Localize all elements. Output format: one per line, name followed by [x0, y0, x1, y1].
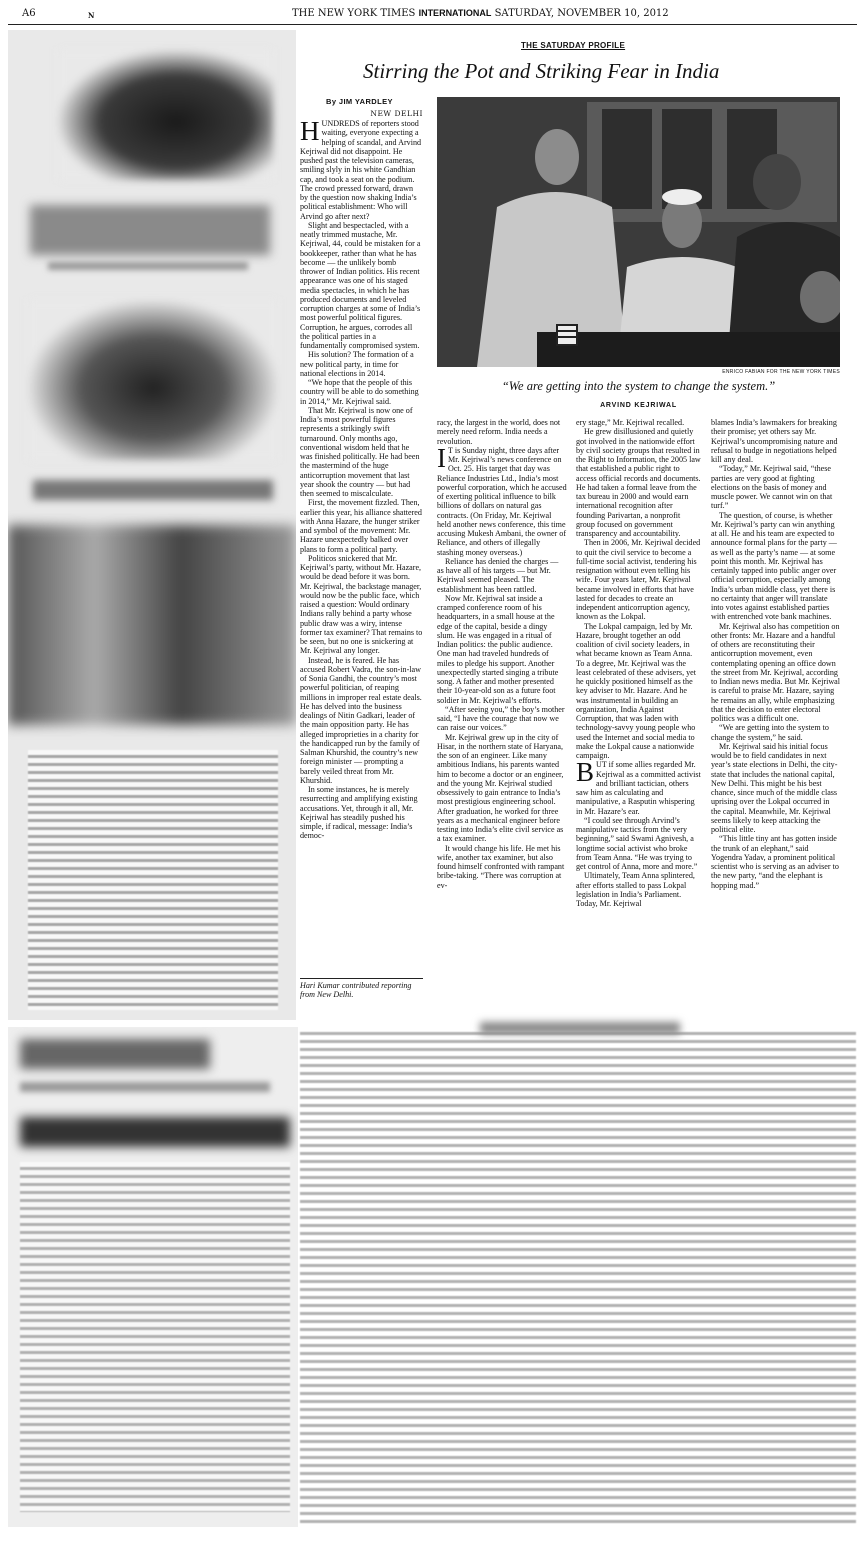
paragraph-text: Slight and bespectacled, with a neatly trimmed mustache, Mr. Kejriwal, 44, could be mistaken for a bookkeeper, rather than what he has become — the unlikely bomb thrower of Indian politics. His recent appearance was one of his staged media spectacles, in which he has produced documents and leveled corruption charges at some of India’s most powerful political figures. Corruption, he argues, corrodes all the political parties in a fundamentally compromised system. — [300, 220, 421, 350]
drop-cap: B — [576, 757, 595, 788]
paragraph-text: That Mr. Kejriwal is now one of India’s most powerful figures represents a strikingly swift turnaround. Only months ago, conventional wisdom held that he was finished politically. He had been the mastermind of the huge anticorruption movement that last year shook the country — but had then seemed to miscalculate. — [300, 405, 420, 498]
paragraph-text: “We are getting into the system to change the system,” he said. — [711, 723, 829, 742]
paragraph-text: Ultimately, Team Anna splintered, after efforts stalled to pass Lokpal legislation in India’s Parliament. Today, Mr. Kejriwal — [576, 871, 695, 908]
ad-text-blocks — [33, 480, 273, 500]
paragraph-text: Politicos snickered that Mr. Kejriwal’s party, without Mr. Hazare, would be dead before it was born. Mr. Kejriwal, the backstage manager, would now be the public face, which raised a question: Would ordinary Indians rally behind a party whose public draw was a wiry, intense former tax examiner? That remains to be seen, but no one is snickering at Mr. Kejriwal any longer. — [300, 553, 423, 656]
paragraph-text: racy, the largest in the world, does not merely need reform. India needs a revolution. — [437, 418, 561, 446]
article-headline: Stirring the Pot and Striking Fear in India — [363, 59, 720, 83]
paragraph-text: Now Mr. Kejriwal sat inside a cramped conference room of his headquarters, in a small house at the edge of the capital, beside a dingy slum. He was engaged in a ritual of Indian politics: the public audience. One man had traveled hundreds of miles to pledge his support. Another unexpectedly started singing a tribute song. A father and mother presented their 10-year-old son as a future foot soldier in Mr. Kejriwal’s efforts. — [437, 593, 559, 705]
article-kicker: THE SATURDAY PROFILE — [521, 41, 626, 50]
paragraph-text: First, the movement fizzled. Then, earlier this year, his alliance shattered with Anna Hazare, the hunger striker and symbol of the movement: Mr. Hazare unexpectedly balked over plans to form a political party. — [300, 498, 422, 554]
paragraph — [576, 418, 701, 427]
contributor-rule — [300, 978, 423, 979]
ad-logo-block — [30, 205, 270, 255]
paragraph-text: “We hope that the people of this country will be able to do something in 2014,” Mr. Kejriwal said. — [300, 378, 419, 406]
paragraph — [437, 557, 567, 594]
shoe-advertisement — [8, 30, 296, 1020]
paragraph — [300, 498, 423, 554]
paragraph — [711, 834, 841, 890]
paragraph-text: It would change his life. He met his wife, another tax examiner, but also found himself confronted with rampant bribe-taking. “There was corruption at ev- — [437, 843, 565, 890]
edition-marker: N — [88, 11, 95, 20]
paragraph-text: In some instances, he is merely resurrecting and amplifying existing accusations. Yet, through it all, Mr. Kejriwal has steadily pushed his simple, if radical, message: India’s democ- — [300, 785, 418, 841]
paper-name: THE NEW YORK TIMES — [292, 8, 416, 19]
photo-credit: ENRICO FABIAN FOR THE NEW YORK TIMES — [722, 369, 840, 375]
drop-cap: I — [437, 442, 446, 473]
paragraph — [576, 538, 701, 621]
paragraph-text: Mr. Kejriwal also has competition on other fronts: Mr. Hazare and a handful of others are reconstituting their anticorruption movement, even contemplating opening an office down the street from Mr. Kejriwal, according to Indian news media. But Mr. Kejriwal is careful to praise Mr. Hazare, saying he remains an ally, while emphasizing that the decision to enter electoral politics was a difficult one. — [711, 621, 841, 723]
paragraph — [576, 622, 701, 761]
pull-quote-attribution: ARVIND KEJRIWAL — [600, 402, 677, 409]
paragraph — [711, 622, 841, 724]
photo-scene — [437, 97, 840, 367]
paragraph-text: UT if some allies regarded Mr. Kejriwal as a committed activist and brilliant tactician, others saw him as calculating and manipulative, a Rasputin whispering in Mr. Hazare’s ear. — [576, 760, 701, 816]
ad-dark-band — [20, 1117, 290, 1147]
folio-line — [292, 8, 669, 19]
ad-photo-band — [8, 525, 296, 725]
bottom-right-ad-heading — [480, 1022, 680, 1034]
paragraph-text: Mr. Kejriwal said his initial focus would be to field candidates in next year’s state elections in Delhi, the city-state that includes the national capital, New Delhi. This might be his best chance, since much of the middle class uprising over the Lokpal occurred in the capital. Meanwhile, Mr. Kejriwal seems likely to keep attacking the political elite. — [711, 741, 838, 834]
ad-body-lines — [20, 1162, 290, 1512]
ad-tagline-block — [48, 262, 248, 270]
paragraph — [437, 418, 567, 446]
paragraph-text: He grew disillusioned and quietly got involved in the nationwide effort by civil society groups that resulted in the Right to Information, the 2005 law that established a public right to access official records and documents. He had taken a formal leave from the tax bureau in 2000 and would earn international recognition after founding Parivartan, a nonprofit group focused on government transparency and accountability. — [576, 427, 701, 538]
paragraph — [300, 221, 423, 351]
paragraph — [437, 733, 567, 844]
paragraph — [711, 418, 841, 464]
paragraph — [437, 442, 567, 557]
paragraph-text: Instead, he is feared. He has accused Robert Vadra, the son-in-law of Sonia Gandhi, the country’s most powerful politician, of reaping millions in improper real estate deals. He has delved into the business dealings of Nitin Gadkari, leader of the main opposition party. He has alleged improprieties in a charity for the handicapped run by the family of Salman Khurshid, the country’s new foreign minister — prompting a barely veiled threat from Mr. Khurshid. — [300, 655, 422, 785]
ad-shoe-image-top — [58, 50, 273, 180]
pull-quote: “We are getting into the system to change the system.” — [501, 379, 776, 393]
paragraph-text: His solution? The formation of a new political party, in time for national elections in 2014. — [300, 350, 414, 378]
issue-date: SATURDAY, NOVEMBER 10, 2012 — [494, 8, 669, 19]
paragraph — [576, 427, 701, 538]
paragraph — [711, 742, 841, 835]
ad-shoe-image-bottom — [28, 300, 278, 460]
paragraph — [300, 119, 423, 221]
contributor-note: Hari Kumar contributed reporting from New Delhi. — [300, 981, 412, 1000]
paragraph-text: “After seeing you,” the boy’s mother said, “I have the courage that now we can raise our voices.” — [437, 704, 565, 733]
paragraph — [711, 723, 841, 742]
paragraph — [300, 554, 423, 656]
article-byline: By JIM YARDLEY — [326, 97, 393, 106]
ad-text-lines — [28, 750, 278, 1010]
paragraph-text: “I could see through Arvind’s manipulative tactics from the very beginning,” said Swami Agnivesh, a longtime social activist who broke from Team Anna. “He was trying to get control of Anna, more and more.” — [576, 815, 698, 871]
bottom-left-advertisement — [8, 1027, 298, 1527]
paragraph-text: T is Sunday night, three days after Mr. Kejriwal’s news conference on Oct. 25. His target that day was Reliance Industries Ltd., India’s most powerful corporation, which he accused of exerting political influence to bilk billions of dollars on natural gas contracts. (On Friday, Mr. Kejriwal held another news conference, this time accusing Mukesh Ambani, the owner of Reliance, and others of illegally stashing money overseas.) — [437, 445, 567, 557]
article-column-4 — [711, 418, 841, 1004]
paragraph — [300, 406, 423, 499]
article-column-2 — [437, 418, 567, 1004]
ad-subheading-block — [20, 1082, 270, 1092]
paragraph-text: “Today,” Mr. Kejriwal said, “these parties are very good at fighting elections on the basis of money and muscle power. We cannot win on that turf.” — [711, 464, 833, 511]
paragraph-text: The question, of course, is whether Mr. Kejriwal’s party can win anything at all. He and his team are expected to announce formal plans for the party — as well as the party’s name — at some point this month. Mr. Kejriwal has certainly tapped into public anger over official corruption, especially among India’s urban middle class, yet there is no certainty that anger will translate into votes against established parties with entrenched vote bank machines. — [711, 510, 837, 622]
paragraph-text: Mr. Kejriwal grew up in the city of Hisar, in the northern state of Haryana, the son of an engineer. Like many ambitious Indians, his parents wanted him to become a doctor or an engineer, and the young Mr. Kejriwal studied obsessively to gain entrance to India’s most prestigious engineering school. After graduation, he worked for three years as a mechanical engineer before testing into India’s elite civil service as a tax examiner. — [437, 732, 564, 844]
paragraph-text: blames India’s lawmakers for breaking their promise; yet others say Mr. Kejriwal’s uncompromising nature and refusal to budge in negotiations helped kill any deal. — [711, 418, 838, 464]
paragraph-text: UNDREDS of reporters stood waiting, everyone expecting a helping of scandal, and Arvind Kejriwal did not disappoint. He pushed past the television cameras, smiling slyly in his white Gandhian cap, and took a seat on the podium. The crowd pressed forward, drawn by the question now shaking India’s political establishment: Who will Arvind go after next? — [300, 119, 422, 221]
paragraph — [437, 594, 567, 705]
bottom-right-advertisement — [300, 1027, 856, 1527]
article-photo — [437, 97, 840, 367]
paragraph-text: ery stage,” Mr. Kejriwal recalled. — [576, 418, 685, 427]
paragraph-text: Reliance has denied the charges — as have all of his targets — but Mr. Kejriwal seemed pleased. The establishment has been rattled. — [437, 556, 559, 594]
paragraph — [300, 785, 423, 841]
page-number: A6 — [22, 8, 36, 19]
drop-cap: H — [300, 119, 320, 146]
paragraph — [711, 464, 841, 510]
paragraph — [437, 844, 567, 890]
paragraph — [437, 705, 567, 733]
article-dateline: NEW DELHI — [370, 109, 423, 118]
paragraph — [576, 871, 701, 908]
ad-heading-block — [20, 1039, 210, 1069]
paragraph — [711, 511, 841, 622]
paragraph-text: The Lokpal campaign, led by Mr. Hazare, brought together an odd coalition of civil society leaders, in what became known as Team Anna. To a degree, Mr. Kejriwal was the least celebrated of these advisers, yet he quickly positioned himself as the key adviser to Mr. Hazare. And he was instrumental in building an organization, India Against Corruption, that was laden with technology-savvy young people who used the Internet and social media to make the Lokpal cause a nationwide campaign. — [576, 621, 697, 760]
paragraph-text: Then in 2006, Mr. Kejriwal decided to quit the civil service to become a full-time social activist, tendering his resignation without even telling his wife. Four years later, Mr. Kejriwal became involved in efforts that have lasted for decades to create an independent anticorruption agency, known as the Lokpal. — [576, 538, 701, 622]
paragraph — [300, 656, 423, 786]
folio-rule — [8, 24, 857, 25]
article-column-3 — [576, 418, 701, 1004]
section-name: INTERNATIONAL — [418, 8, 492, 18]
article-column-1 — [300, 119, 423, 974]
paragraph — [300, 378, 423, 406]
paragraph — [300, 350, 423, 378]
paragraph — [576, 816, 701, 872]
paragraph-text: “This little tiny ant has gotten inside the trunk of an elephant,” said Yogendra Yadav, a prominent political scientist who is serving as an adviser to the new party, “and the elephant is hopping mad.” — [711, 834, 839, 890]
paragraph — [576, 757, 701, 816]
